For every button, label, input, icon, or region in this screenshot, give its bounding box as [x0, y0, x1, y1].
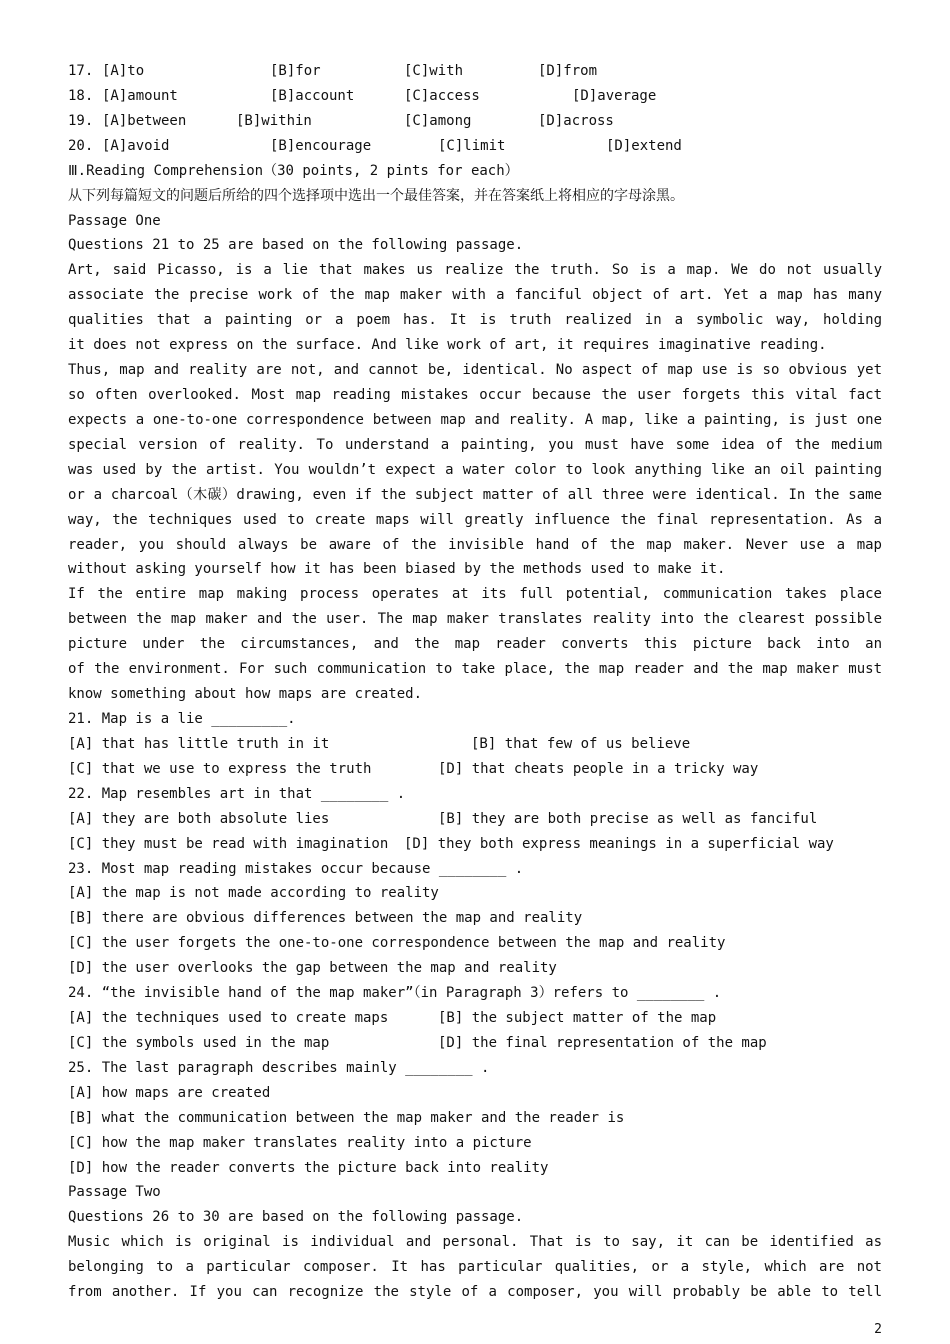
passage-line: way, the techniques used to create maps will greatly influence the final representation. As a [68, 511, 882, 528]
option-b: [B]account [270, 87, 355, 104]
option-a: [A]between [102, 112, 187, 129]
passage-line: from another. If you can recognize the style of a composer, you will probably be able to tell [68, 1284, 882, 1301]
option-b: [B]for [270, 63, 321, 79]
question-21-options-ab [68, 732, 882, 757]
question-21-stem: 21. Map is a lie _________. [68, 710, 296, 727]
question-21-options-cd [68, 757, 882, 782]
option-a: [A] how maps are created [68, 1084, 271, 1101]
passage-two-title: Passage Two [68, 1184, 161, 1201]
page-number: 2 [874, 1322, 882, 1337]
passage-line: Music which is original is individual and personal. That is to say, it can be identified as [68, 1234, 882, 1251]
option-a: [A]to [102, 63, 145, 79]
option-d: [D]from [538, 63, 598, 79]
exam-page [68, 59, 882, 1305]
passage-line: associate the precise work of the map maker with a fanciful object of art. Yet a map has many [68, 287, 882, 304]
passage-line: or a charcoal（木碳）drawing, even if the subject matter of all three were identical. In the same [68, 486, 882, 503]
option-c: [C]limit [438, 137, 506, 154]
passage-line: between the map maker and the user. The map maker translates reality into the clearest possible [68, 611, 882, 628]
question-22-options-ab [68, 807, 882, 832]
option-c: [C]with [404, 63, 464, 79]
option-a: [A] the map is not made according to reality [68, 885, 439, 902]
option-c: [C] the user forgets the one-to-one correspondence between the map and reality [68, 935, 726, 952]
question-25-stem: 25. The last paragraph describes mainly ________ . [68, 1059, 490, 1076]
option-b: [B] that few of us believe [471, 735, 691, 752]
option-c: [C]access [404, 87, 480, 104]
question-24-stem: 24. “the invisible hand of the map maker”（in Paragraph 3）refers to ________ . [68, 985, 722, 1002]
question-number: 17. [68, 63, 94, 79]
passage-line: know something about how maps are created. [68, 686, 423, 703]
option-d: [D] that cheats people in a tricky way [438, 760, 759, 777]
question-23-stem: 23. Most map reading mistakes occur because ________ . [68, 860, 524, 877]
passage-line: so often overlooked. Most map reading mistakes occur because the user forgets this vital fact [68, 386, 882, 403]
question-number: 18. [68, 87, 94, 104]
option-a: [A]avoid [102, 137, 170, 154]
question-number: 19. [68, 112, 94, 129]
passage-one-intro: Questions 21 to 25 are based on the following passage. [68, 237, 524, 254]
question-22-stem: 22. Map resembles art in that ________ . [68, 785, 406, 802]
option-b: [B] the subject matter of the map [438, 1010, 717, 1027]
option-c: [C]among [404, 112, 472, 129]
passage-line: qualities that a painting or a poem has. It is truth realized in a symbolic way, holding [68, 312, 882, 329]
passage-line: If the entire map making process operates at its full potential, communication takes place [68, 586, 882, 603]
option-a: [A]amount [102, 87, 178, 104]
option-a: [A] that has little truth in it [68, 735, 330, 752]
passage-line: without asking yourself how it has been biased by the methods used to make it. [68, 561, 726, 578]
option-d: [D] the user overlooks the gap between the map and reality [68, 960, 557, 977]
passage-line: it does not express on the surface. And like work of art, it requires imaginative reading. [68, 337, 827, 354]
passage-line: Thus, map and reality are not, and cannot be, identical. No aspect of map use is so obvious yet [68, 362, 882, 379]
passage-two-intro: Questions 26 to 30 are based on the following passage. [68, 1209, 524, 1226]
option-b: [B] they are both precise as well as fanciful [438, 810, 818, 827]
passage-line: special version of reality. To understand a painting, you must have some idea of the medium [68, 436, 882, 453]
option-c: [C] how the map maker translates reality into a picture [68, 1134, 532, 1151]
option-a: [A] the techniques used to create maps [68, 1010, 389, 1027]
passage-line: expects a one-to-one correspondence between map and reality. A map, like a painting, is just one [68, 411, 882, 428]
option-d: [D]across [538, 112, 614, 129]
option-c: [C] they must be read with imagination [68, 835, 389, 852]
question-24-options-ab [68, 1006, 882, 1031]
passage-line: belonging to a particular composer. It has particular qualities, or a style, which are not [68, 1259, 882, 1276]
instruction: 从下列每篇短文的问题后所给的四个选择项中选出一个最佳答案，并在答案纸上将相应的字母涂黑。 [68, 187, 684, 204]
question-19 [68, 109, 882, 134]
question-22-options-cd [68, 832, 882, 857]
option-c: [C] the symbols used in the map [68, 1034, 330, 1051]
option-a: [A] they are both absolute lies [68, 810, 330, 827]
question-17 [68, 59, 882, 84]
question-18 [68, 84, 882, 109]
question-24-options-cd [68, 1031, 882, 1056]
passage-one-title: Passage One [68, 212, 161, 229]
option-d: [D] the final representation of the map [438, 1034, 767, 1051]
section-title: Ⅲ.Reading Comprehension（30 points, 2 pints for each） [68, 162, 519, 179]
passage-line: picture under the circumstances, and the map reader converts this picture back into an [68, 636, 882, 653]
option-d: [D]extend [606, 137, 682, 154]
question-20 [68, 134, 882, 159]
option-b: [B]encourage [270, 137, 372, 154]
option-b: [B]within [236, 112, 312, 129]
option-d: [D]average [572, 87, 657, 104]
passage-line: Art, said Picasso, is a lie that makes us realize the truth. So is a map. We do not usually [68, 262, 882, 279]
option-d: [D] how the reader converts the picture back into reality [68, 1159, 549, 1176]
option-b: [B] there are obvious differences between the map and reality [68, 910, 583, 927]
option-c: [C] that we use to express the truth [68, 760, 372, 777]
question-number: 20. [68, 137, 94, 154]
passage-line: reader, you should always be aware of the invisible hand of the map maker. Never use a map [68, 536, 882, 553]
option-b: [B] what the communication between the map maker and the reader is [68, 1109, 625, 1126]
option-d: [D] they both express meanings in a superficial way [404, 835, 834, 852]
passage-line: of the environment. For such communication to take place, the map reader and the map maker must [68, 661, 882, 678]
passage-line: was used by the artist. You wouldn’t expect a water color to look anything like an oil painting [68, 461, 882, 478]
